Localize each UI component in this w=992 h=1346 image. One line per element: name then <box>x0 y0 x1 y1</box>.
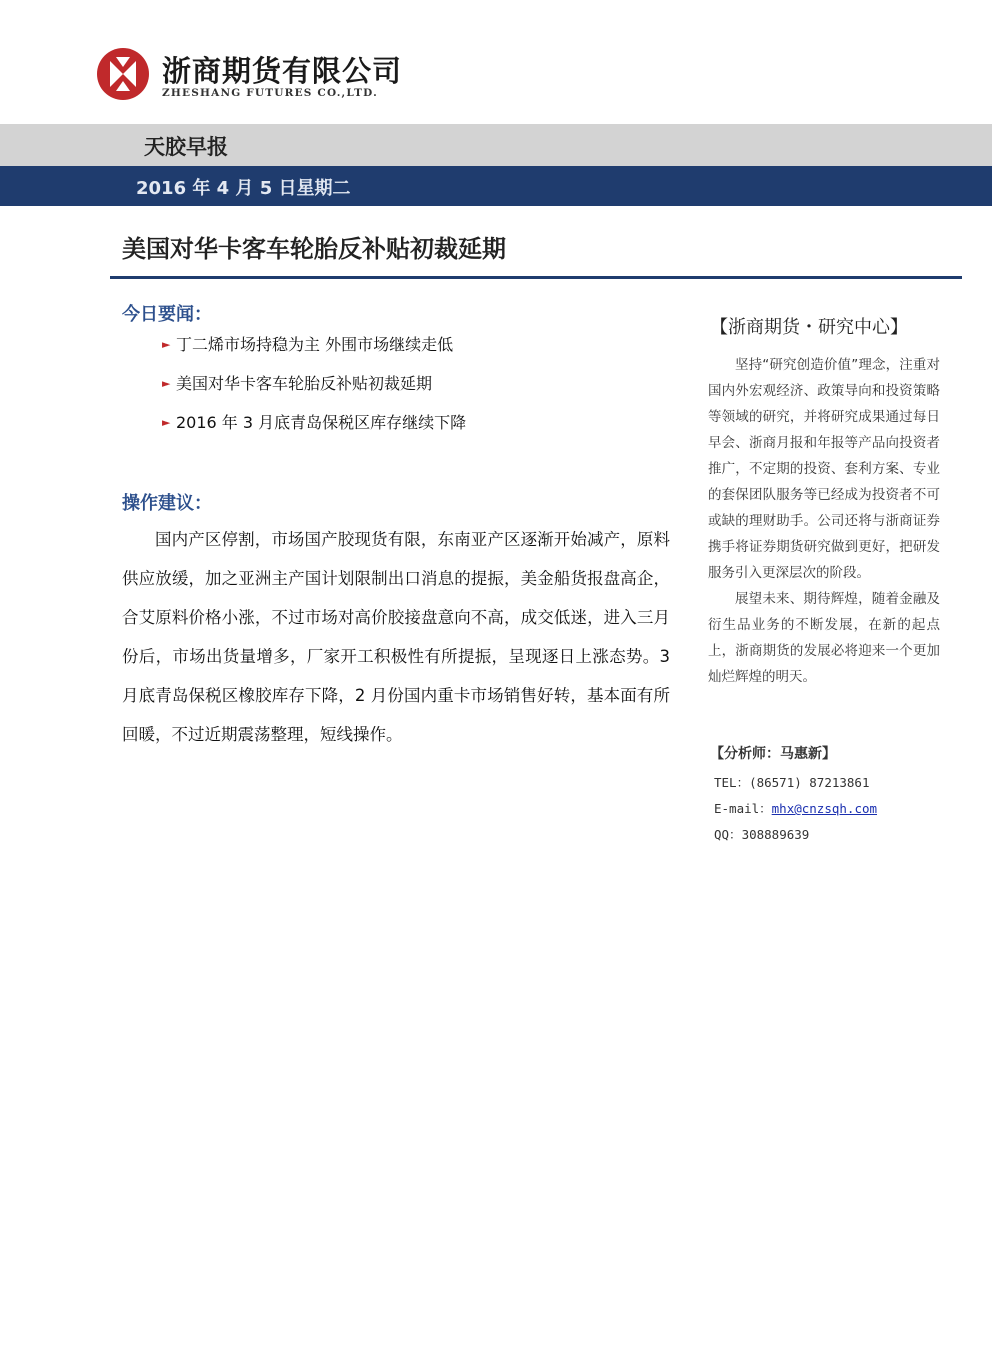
report-type: 天胶早报 <box>144 135 228 159</box>
analyst-tel <box>714 773 870 791</box>
news-item-text: 2016 年 3 月底青岛保税区库存继续下降 <box>176 413 467 432</box>
email-label: E-mail： <box>714 801 772 816</box>
triangle-bullet-icon: ► <box>162 338 171 351</box>
news-item <box>162 332 466 371</box>
triangle-bullet-icon: ► <box>162 416 171 429</box>
tel-label: TEL： <box>714 775 750 790</box>
tel-value: (86571) 87213861 <box>749 775 870 790</box>
headline-divider <box>110 276 962 279</box>
news-item <box>162 410 466 449</box>
company-logo <box>96 47 403 107</box>
news-item <box>162 371 466 410</box>
email-link[interactable]: mhx@cnzsqh.com <box>771 801 878 816</box>
advice-title: 操作建议： <box>122 493 212 514</box>
analyst-email <box>714 799 877 817</box>
triangle-bullet-icon: ► <box>162 377 171 390</box>
qq-value: 308889639 <box>741 827 810 842</box>
company-name-cn: 浙商期货有限公司 <box>162 54 403 88</box>
report-date: 2016 年 4 月 5 日星期二 <box>136 178 351 199</box>
today-news-list <box>162 332 466 449</box>
zheshang-logo-icon <box>96 47 150 101</box>
news-item-text: 丁二烯市场持稳为主 外围市场继续走低 <box>176 335 454 354</box>
sidebar-paragraph: 坚持“研究创造价值”理念，注重对国内外宏观经济、政策导向和投资策略等领域的研究，并将研究成果通过每日早会、浙商月报和年报等产品向投资者推广，不定期的投资、套利方案、专业的套保团队服务等已经成为投资者不可或缺的理财助手。公司还将与浙商证券携手将证券期货研究做到更好，把研发服务引入更深层次的阶段。 <box>708 357 940 581</box>
company-name-en: ZHESHANG FUTURES CO.,LTD. <box>162 87 378 99</box>
advice-paragraph: 国内产区停割，市场国产胶现货有限，东南亚产区逐渐开始减产，原料供应放缓，加之亚洲主产国计划限制出口消息的提振，美金船货报盘高企，合艾原料价格小涨，不过市场对高价胶接盘意向不高，成交低迷，进入三月份后，市场出货量增多，厂家开工积极性有所提振，呈现逐日上涨态势。3 月底青岛保税区橡胶库存下降，2 月份国内重卡市场销售好转，基本面有所回暖，不过近期震荡整理，短线操作。 <box>122 530 670 744</box>
report-type-band <box>0 124 992 166</box>
analyst-qq <box>714 825 809 843</box>
analyst-title: 【分析师：马惠新】 <box>710 746 836 762</box>
research-center-title: 【浙商期货・研究中心】 <box>710 317 908 338</box>
qq-label: QQ： <box>714 827 742 842</box>
today-news-title: 今日要闻： <box>122 304 212 325</box>
sidebar-paragraph: 展望未来、期待辉煌，随着金融及衍生品业务的不断发展，在新的起点上，浙商期货的发展必将迎来一个更加灿烂辉煌的明天。 <box>708 591 940 685</box>
research-center-description <box>708 352 940 690</box>
report-headline: 美国对华卡客车轮胎反补贴初裁延期 <box>122 235 506 263</box>
news-item-text: 美国对华卡客车轮胎反补贴初裁延期 <box>176 374 433 393</box>
report-date-band <box>0 166 992 206</box>
